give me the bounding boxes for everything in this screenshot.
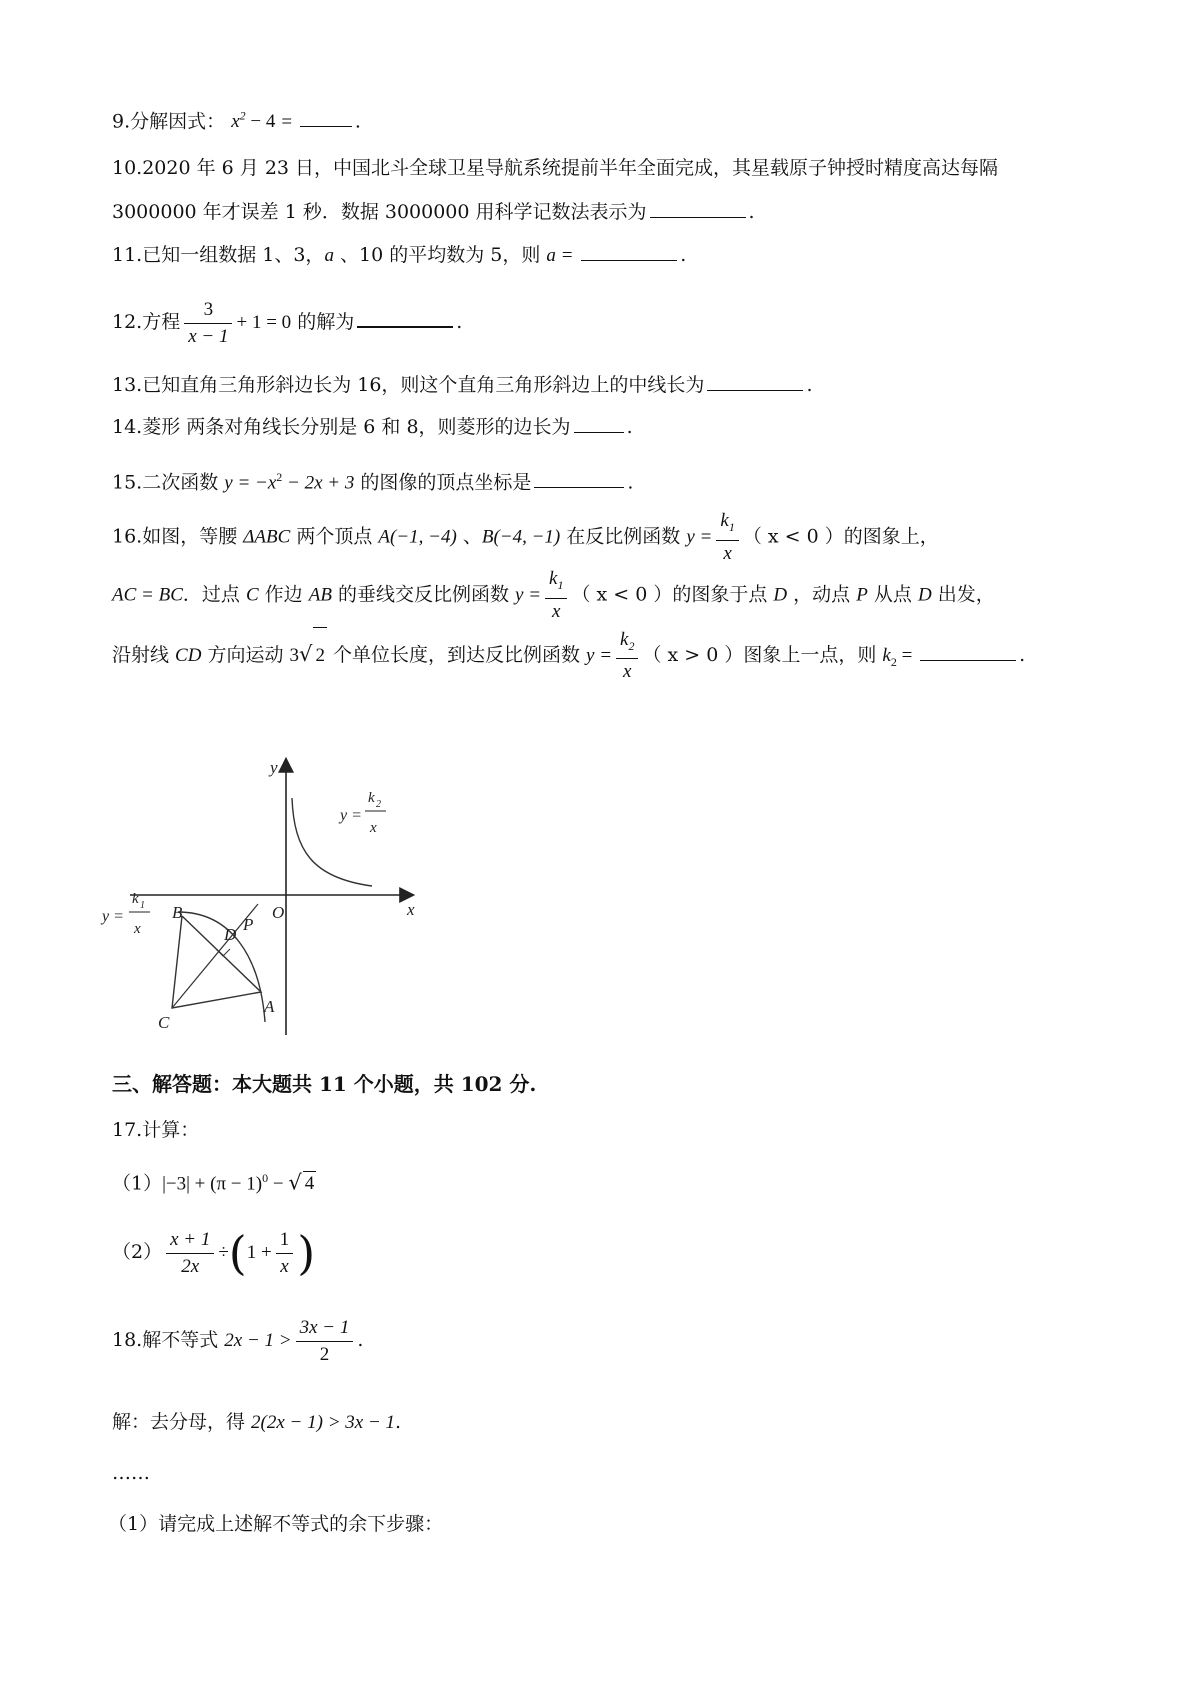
svg-text:2: 2 bbox=[376, 799, 381, 810]
question-18-part-1: （1）请完成上述解不等式的余下步骤： bbox=[108, 1513, 444, 1535]
question-17-part-1: $(1)|-3| + (\pi - 1)^0$ − √ 4 bbox=[112, 1170, 315, 1195]
svg-text:x: x bbox=[370, 820, 377, 836]
point-b-label: B bbox=[172, 903, 183, 922]
question-18-dots: …… bbox=[112, 1462, 150, 1484]
question-18: 18.解不等式 2x − 1 > $\frac{3x - 1}{2}$ . bbox=[112, 1312, 363, 1369]
question-15: 15.二次函数 $y = -x^2 - 2x + 3$ 的图像的顶点坐标是 . bbox=[112, 470, 634, 494]
question-12: 12.方程 $\frac{3}{x - 1}$ + 1 = 0 的解为 . bbox=[112, 294, 462, 351]
point-a-label: A bbox=[264, 997, 275, 1016]
question-17-part-2: （2） $\frac{x + 1}{2x}$ ÷(1 + $\frac{1}{x}$ ) bbox=[112, 1226, 316, 1280]
fraction: $\frac{x + 1}{2x}$ bbox=[166, 1227, 214, 1280]
fraction: $\frac{3}{x - 1}$ bbox=[184, 297, 232, 350]
answer-blank bbox=[581, 242, 677, 261]
q9-expr: $x^2 - 4$ bbox=[231, 109, 276, 133]
x-axis-label: x bbox=[407, 900, 415, 919]
point-p-label: P bbox=[243, 915, 254, 934]
question-11: 11.已知一组数据 1、3，a 、10 的平均数为 5，则 a = . bbox=[112, 244, 687, 266]
question-10-line-1: 10.2020 年 6 月 23 日，中国北斗全球卫星导航系统提前半年全面完成，其星载原子钟授时精度高达每隔 bbox=[112, 157, 999, 179]
question-17: 17.计算： bbox=[112, 1119, 200, 1141]
fraction-k1-over-x: $\frac{k_1}{x}$ bbox=[545, 566, 567, 625]
question-13: 13.已知直角三角形斜边长为 16，则这个直角三角形斜边上的中线长为 . bbox=[112, 374, 813, 396]
question-18-solution: 解：去分母，得 2(2x − 1) > 3x − 1. bbox=[112, 1411, 402, 1433]
fraction-k2-over-x: $\frac{k_2}{x}$ bbox=[616, 627, 638, 686]
answer-blank bbox=[534, 469, 624, 488]
question-14: 14.菱形 两条对角线长分别是 6 和 8，则菱形的边长为 . bbox=[112, 416, 633, 438]
fraction: $\frac{1}{x}$ bbox=[276, 1227, 294, 1280]
answer-blank bbox=[707, 372, 803, 391]
question-16-line-1: 16.如图，等腰 ΔABC 两个顶点 A(−1, −4) 、B(−4, −1) 在反比例函数 y = $\frac{k_1}{x}$ （ x < 0 ）的图象上， bbox=[112, 508, 939, 567]
k2-eq-label: y = bbox=[340, 807, 362, 824]
answer-blank bbox=[300, 108, 352, 127]
question-9: 9.分解因式： $x^2 - 4$ = . bbox=[112, 109, 361, 133]
answer-blank bbox=[920, 642, 1016, 661]
fraction: $\frac{3x - 1}{2}$ bbox=[296, 1315, 354, 1368]
svg-text:k: k bbox=[368, 790, 375, 806]
svg-text:1: 1 bbox=[140, 900, 145, 911]
q16-figure bbox=[100, 740, 460, 1040]
answer-blank bbox=[650, 199, 746, 218]
question-16-line-3: 沿射线 CD 方向运动 3√ 2 个单位长度，到达反比例函数 y = $\frac{k_2}{x}$ （ x > 0 ）图象上一点，则 $k_2$ = . bbox=[112, 626, 1025, 690]
answer-blank bbox=[574, 414, 624, 433]
y-axis-label: y bbox=[270, 758, 278, 777]
answer-blank bbox=[357, 308, 453, 328]
sqrt: 2 bbox=[313, 627, 327, 684]
k1-eq-label: y = bbox=[102, 908, 124, 925]
section-3-heading: 三、解答题：本大题共 11 个小题，共 102 分. bbox=[112, 1072, 537, 1096]
fraction-k1-over-x: $\frac{k_1}{x}$ bbox=[716, 508, 738, 567]
svg-text:k: k bbox=[132, 891, 139, 907]
question-10-line-2: 3000000 年才误差 1 秒．数据 3000000 用科学记数法表示为 . bbox=[112, 201, 755, 223]
point-c-label: C bbox=[158, 1013, 170, 1032]
svg-text:x: x bbox=[134, 921, 141, 937]
point-d-label: D bbox=[224, 925, 237, 944]
origin-label: O bbox=[272, 903, 285, 922]
question-16-line-2: AC = BC．过点 C 作边 AB 的垂线交反比例函数 y = $\frac{k_1}{x}$ （ x < 0 ）的图象于点 D ，动点 P 从点 D 出发， bbox=[112, 566, 995, 625]
